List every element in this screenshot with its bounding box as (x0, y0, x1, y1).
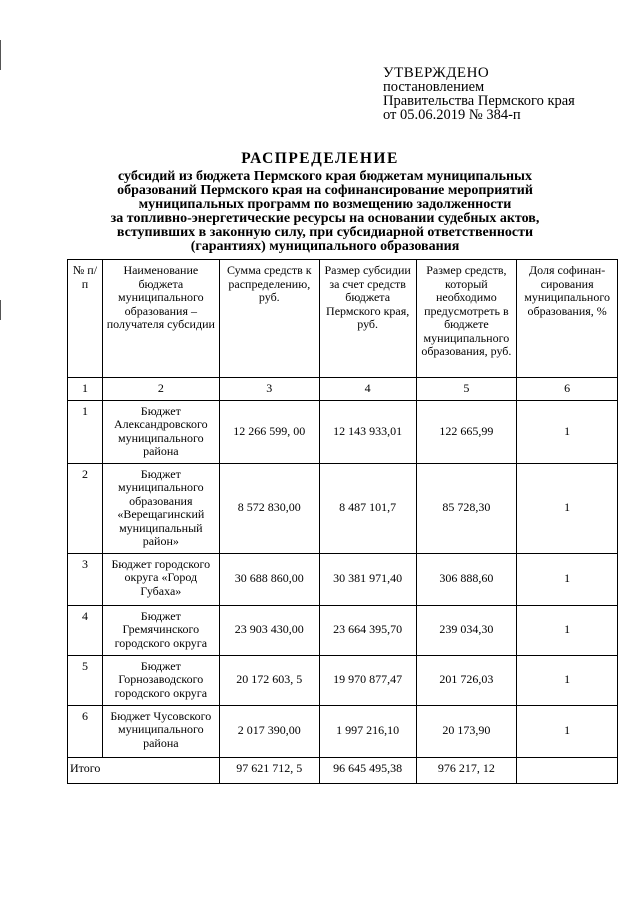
table-row (68, 655, 618, 705)
subtitle-line: (гарантиях) муниципального образования (190, 239, 460, 254)
row-budget-name: Бюджет Гремячинского городского округа (102, 605, 219, 655)
table-header-row (68, 260, 618, 378)
approval-line-3: от 05.06.2019 № 384-п (383, 107, 521, 123)
row-total-sum: 2 017 390,00 (219, 705, 319, 757)
column-number: 5 (416, 378, 517, 401)
total-share (517, 757, 618, 783)
row-cofinancing-share: 1 (517, 553, 618, 605)
column-number-row (68, 378, 618, 401)
row-regional-subsidy: 23 664 395,70 (319, 605, 416, 655)
row-number: 3 (68, 553, 103, 605)
distribution-table (67, 259, 618, 784)
row-regional-subsidy: 12 143 933,01 (319, 400, 416, 463)
total-subsidy: 96 645 495,38 (319, 757, 416, 783)
column-number: 1 (68, 378, 103, 401)
row-municipal-funds: 122 665,99 (416, 400, 517, 463)
total-sum: 97 621 712, 5 (219, 757, 319, 783)
total-municipal: 976 217, 12 (416, 757, 517, 783)
row-municipal-funds: 85 728,30 (416, 463, 517, 553)
table-row (68, 705, 618, 757)
table-row (68, 553, 618, 605)
header-regional-subsidy: Размер субсидии за счет средств бюджета Пермского края, руб. (319, 260, 416, 378)
total-label: Итого (68, 757, 220, 783)
row-municipal-funds: 306 888,60 (416, 553, 517, 605)
row-cofinancing-share: 1 (517, 463, 618, 553)
header-cofinancing-share: Доля софинан-сирования муниципального образования, % (517, 260, 618, 378)
row-regional-subsidy: 30 381 971,40 (319, 553, 416, 605)
row-budget-name: Бюджет городского округа «Город Губаха» (102, 553, 219, 605)
row-municipal-funds: 20 173,90 (416, 705, 517, 757)
subtitle-line: муниципальных программ по возмещению задолженности (138, 197, 512, 212)
subtitle-line: за топливно-энергетические ресурсы на основании судебных актов, (110, 211, 540, 226)
row-number: 4 (68, 605, 103, 655)
subtitle-line: субсидий из бюджета Пермского края бюджетам муниципальных (118, 169, 532, 184)
approval-line-2: Правительства Пермского края (383, 93, 575, 109)
row-regional-subsidy: 1 997 216,10 (319, 705, 416, 757)
column-number: 4 (319, 378, 416, 401)
document-title: РАСПРЕДЕЛЕНИЕ (241, 150, 399, 167)
header-total-sum: Сумма средств к распределению, руб. (219, 260, 319, 378)
row-cofinancing-share: 1 (517, 655, 618, 705)
row-number: 5 (68, 655, 103, 705)
row-cofinancing-share: 1 (517, 400, 618, 463)
scan-edge-mark (0, 0, 2, 905)
table-row (68, 463, 618, 553)
row-total-sum: 8 572 830,00 (219, 463, 319, 553)
total-row (68, 757, 618, 783)
row-regional-subsidy: 8 487 101,7 (319, 463, 416, 553)
table-row (68, 605, 618, 655)
approval-title: УТВЕРЖДЕНО (383, 65, 490, 81)
row-total-sum: 30 688 860,00 (219, 553, 319, 605)
row-budget-name: Бюджет муниципального образования «Верещагинский муниципальный район» (102, 463, 219, 553)
row-budget-name: Бюджет Горнозаводского городского округа (102, 655, 219, 705)
row-municipal-funds: 239 034,30 (416, 605, 517, 655)
column-number: 2 (102, 378, 219, 401)
header-budget-name: Наименование бюджета муниципального образования – получателя субсидии (102, 260, 219, 378)
header-number: № п/п (68, 260, 103, 378)
subtitle-line: образований Пермского края на софинансирование мероприятий (117, 183, 533, 198)
row-cofinancing-share: 1 (517, 705, 618, 757)
row-total-sum: 23 903 430,00 (219, 605, 319, 655)
row-budget-name: Бюджет Александровского муниципального района (102, 400, 219, 463)
row-total-sum: 12 266 599, 00 (219, 400, 319, 463)
row-total-sum: 20 172 603, 5 (219, 655, 319, 705)
row-number: 1 (68, 400, 103, 463)
column-number: 6 (517, 378, 618, 401)
approval-line-1: постановлением (383, 79, 485, 95)
subtitle-line: вступивших в законную силу, при субсидиарной ответственности (116, 225, 534, 240)
row-number: 2 (68, 463, 103, 553)
approval-stamp (383, 66, 623, 122)
row-cofinancing-share: 1 (517, 605, 618, 655)
header-municipal-funds: Размер средств, который необходимо предусмотреть в бюджете муниципального образования, руб. (416, 260, 517, 378)
table-row (68, 400, 618, 463)
row-number: 6 (68, 705, 103, 757)
row-regional-subsidy: 19 970 877,47 (319, 655, 416, 705)
row-budget-name: Бюджет Чусовского муниципального района (102, 705, 219, 757)
column-number: 3 (219, 378, 319, 401)
document-subtitle (60, 170, 590, 254)
row-municipal-funds: 201 726,03 (416, 655, 517, 705)
